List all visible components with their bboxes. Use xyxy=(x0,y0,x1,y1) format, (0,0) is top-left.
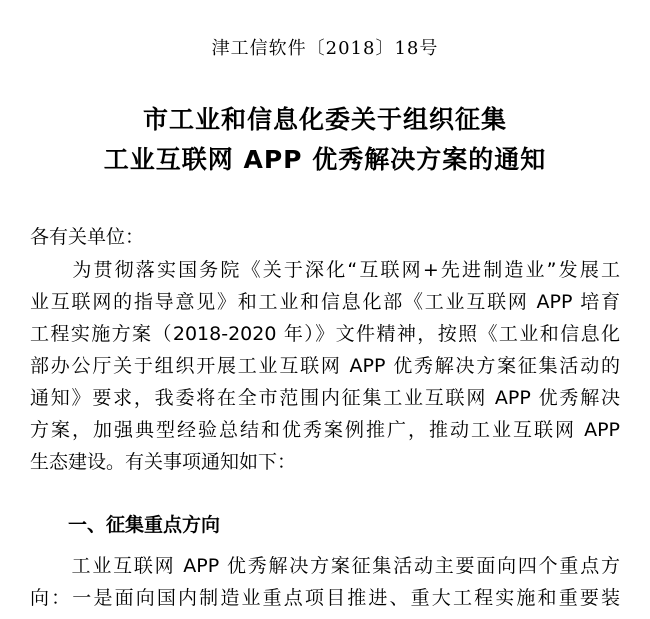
paragraph-1-line: 生态建设。有关事项通知如下： xyxy=(30,451,297,473)
paragraph-2 xyxy=(30,550,620,614)
document-title-line-1: 市工业和信息化委关于组织征集 xyxy=(142,105,507,134)
salutation: 各有关单位： xyxy=(30,226,145,248)
paragraph-1-line: 方案，加强典型经验总结和优秀案例推广，推动工业互联网 APP xyxy=(30,419,620,441)
section-1-heading: 一、征集重点方向 xyxy=(68,514,221,536)
paragraph-1-line: 部办公厅关于组织开展工业互联网 APP 优秀解决方案征集活动的 xyxy=(30,355,620,377)
paragraph-1-line: 为贯彻落实国务院《关于深化“互联网+先进制造业”发展工 xyxy=(30,259,620,281)
paragraph-1 xyxy=(30,254,620,478)
paragraph-1-line: 通知》要求，我委将在全市范围内征集工业互联网 APP 优秀解决 xyxy=(30,387,620,409)
document-number: 津工信软件〔2018〕18号 xyxy=(211,38,439,59)
document-title-line-2: 工业互联网 APP 优秀解决方案的通知 xyxy=(103,145,547,174)
paragraph-2-line: 向：一是面向国内制造业重点项目推进、重大工程实施和重要装 xyxy=(30,587,620,609)
paragraph-1-line: 业互联网的指导意见》和工业和信息化部《工业互联网 APP 培育 xyxy=(30,291,620,313)
paragraph-2-line: 工业互联网 APP 优秀解决方案征集活动主要面向四个重点方 xyxy=(30,555,620,577)
paragraph-1-line: 工程实施方案（2018-2020 年）》文件精神，按照《工业和信息化 xyxy=(30,323,620,345)
